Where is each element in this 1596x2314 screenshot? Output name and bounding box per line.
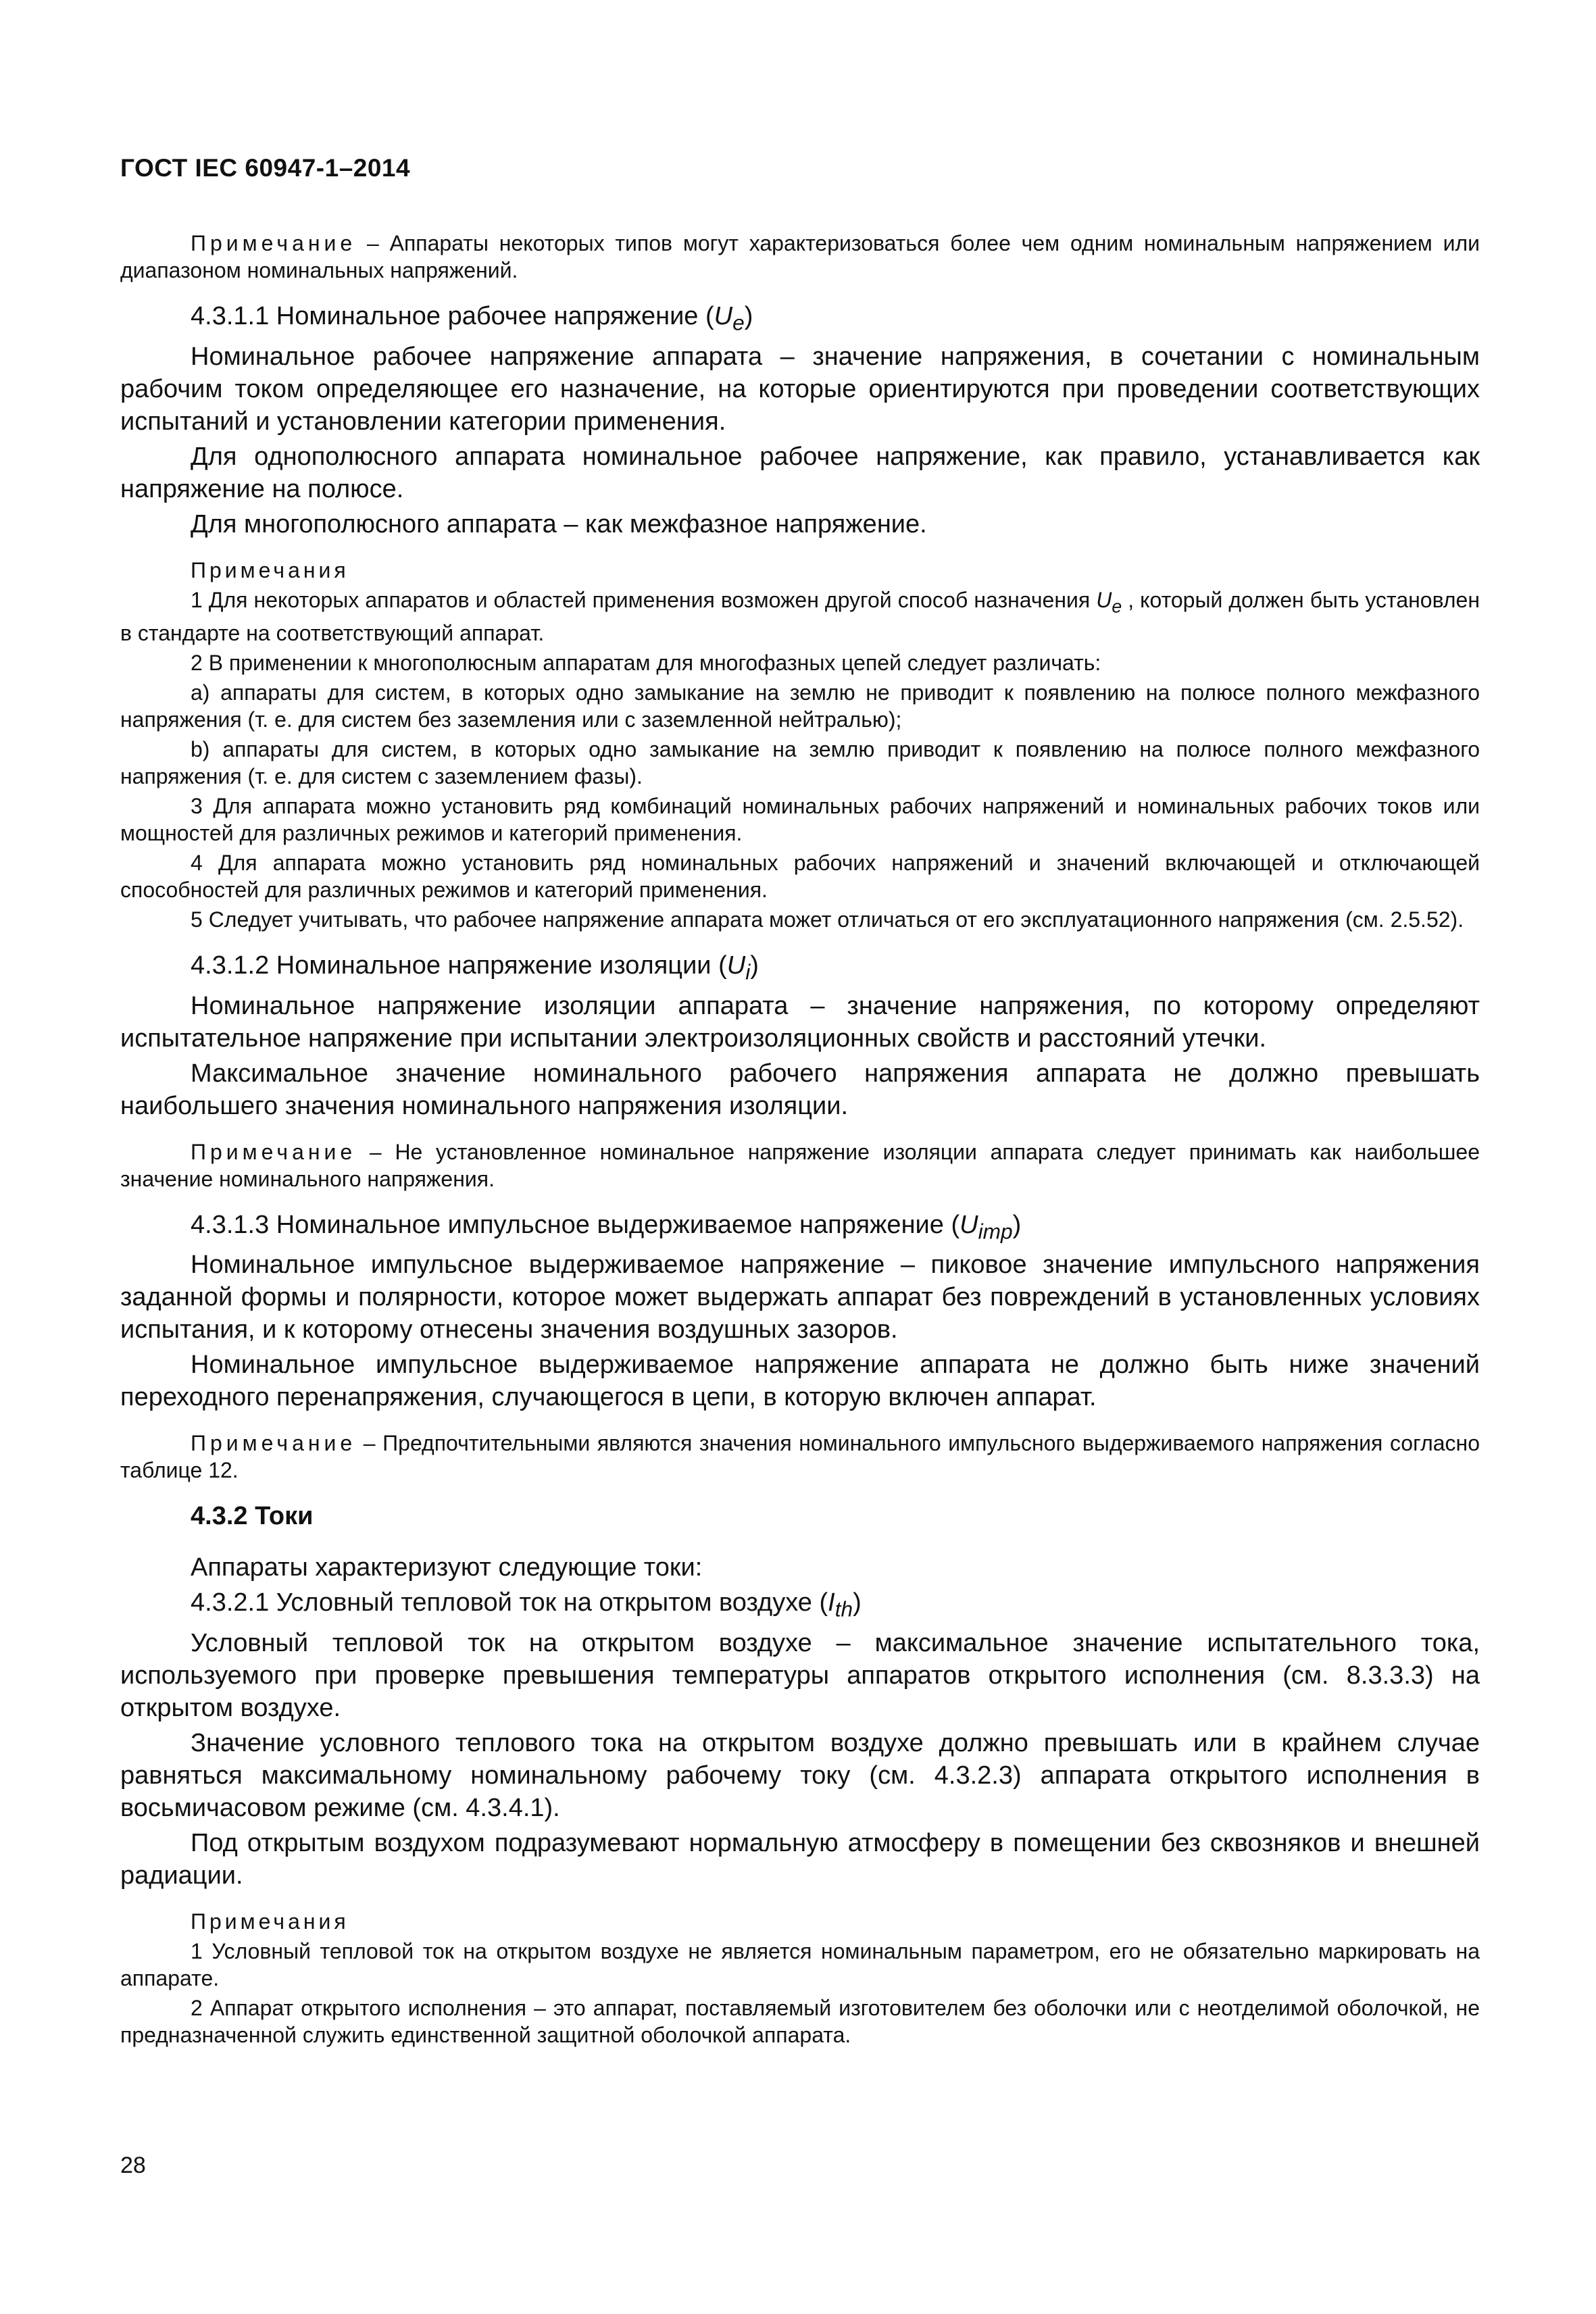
note-item: 2 В применении к многополюсным аппаратам для многофазных цепей следует различать: xyxy=(191,650,1101,675)
note-dash: – xyxy=(356,1431,383,1456)
note xyxy=(120,1138,1480,1192)
paragraph: Аппараты характеризуют следующие токи: xyxy=(191,1553,703,1582)
section-heading-4-3-2: 4.3.2 Токи xyxy=(191,1502,314,1531)
note-label: Примечание xyxy=(191,231,357,255)
clause-heading-4-3-2-1: 4.3.2.1 Условный тепловой ток на открытом воздухе $(I_{th})$ xyxy=(191,1588,862,1621)
page-number: 28 xyxy=(120,2153,146,2178)
note-text: Предпочтительными являются значения номинального импульсного выдерживаемого напряжения согласно таблице 12. xyxy=(120,1431,1480,1483)
note-text: Не установленное номинальное напряжение изоляции аппарата следует принимать как наибольшее значение номинального напряжения. xyxy=(120,1139,1480,1191)
paragraph: Номинальное импульсное выдерживаемое напряжение – пиковое значение импульсного напряжения заданной формы и полярности, которое может выдержать аппарат без повреждений в установленных условиях испытания, и к которому отнесены значения воздушных зазоров. xyxy=(120,1251,1480,1344)
notes-heading: Примечания xyxy=(191,1909,349,1934)
paragraph: Номинальное импульсное выдерживаемое напряжение аппарата не должно быть ниже значений переходного перенапряжения, случающегося в цепи, в которую включен аппарат. xyxy=(120,1351,1480,1412)
clause-heading-4-3-1-2: 4.3.1.2 Номинальное напряжение изоляции $(U_i)$ xyxy=(191,951,759,984)
symbol-subscript: i xyxy=(745,959,751,984)
note-item: 5 Следует учитывать, что рабочее напряжение аппарата может отличаться от его эксплуатационного напряжения (см. 2.5.52). xyxy=(191,907,1464,932)
note-item: 1 Условный тепловой ток на открытом воздухе не является номинальным параметром, его не обязательно маркировать на аппарате. xyxy=(120,1938,1480,1990)
clause-heading-4-3-1-3: 4.3.1.3 Номинальное импульсное выдерживаемое напряжение $(U_{imp})$ xyxy=(191,1210,1022,1244)
paragraph: Для однополюсного аппарата номинальное рабочее напряжение, как правило, устанавливается как напряжение на полюсе. xyxy=(120,442,1480,503)
note-dash: – xyxy=(356,1139,395,1164)
paragraph: Условный тепловой ток на открытом воздухе – максимальное значение испытательного тока, используемого при проверке превышения температуры аппаратов открытого исполнения (см. 8.3.3.3) на открытом воздухе. xyxy=(120,1628,1480,1722)
note-label: Примечание xyxy=(191,1431,357,1456)
symbol-subscript: e xyxy=(1112,595,1122,616)
note-item: 1 Для некоторых аппаратов и областей применения возможен другой способ назначения $U_e$ , который должен быть установлен в стандарте на соответствующий аппарат. xyxy=(120,587,1480,645)
symbol-subscript: imp xyxy=(978,1219,1013,1244)
note-dash: – xyxy=(356,231,390,255)
symbol-subscript: e xyxy=(732,310,745,335)
symbol: U xyxy=(726,951,746,980)
symbol: U xyxy=(714,302,733,330)
note-item: b) аппараты для систем, в которых одно замыкание на землю приводит к появлению на полюсе полного межфазного напряжения (т. е. для систем с заземлением фазы). xyxy=(120,736,1480,788)
paragraph: Для многополюсного аппарата – как межфазное напряжение. xyxy=(191,509,927,538)
notes-heading: Примечания xyxy=(191,557,349,582)
symbol: I xyxy=(828,1588,835,1617)
symbol: U xyxy=(959,1210,978,1239)
paragraph: Максимальное значение номинального рабочего напряжения аппарата не должно превышать наибольшего значения номинального напряжения изоляции. xyxy=(120,1059,1480,1120)
note xyxy=(120,1430,1480,1484)
note-text: Аппараты некоторых типов могут характеризоваться более чем одним номинальным напряжением или диапазоном номинальных напряжений. xyxy=(120,231,1480,282)
clause-heading-4-3-1-1: 4.3.1.1 Номинальное рабочее напряжение $(U_e)$ xyxy=(191,302,753,335)
symbol: U xyxy=(1096,587,1112,612)
paragraph: Под открытым воздухом подразумевают нормальную атмосферу в помещении без сквозняков и внешней радиации. xyxy=(120,1828,1480,1890)
note-item: а) аппараты для систем, в которых одно замыкание на землю не приводит к появлению на полюсе полного межфазного напряжения (т. е. для систем без заземления или с заземленной нейтралью); xyxy=(120,680,1480,732)
paragraph: Номинальное напряжение изоляции аппарата – значение напряжения, по которому определяют испытательное напряжение при испытании электроизоляционных свойств и расстояний утечки. xyxy=(120,991,1480,1053)
note-label: Примечание xyxy=(191,1139,357,1164)
document-header: ГОСТ IEC 60947-1–2014 xyxy=(120,154,411,182)
note-item: 3 Для аппарата можно установить ряд комбинаций номинальных рабочих напряжений и номинальных рабочих токов или мощностей для различных режимов и категорий применения. xyxy=(120,793,1480,845)
document-body xyxy=(120,230,1480,2051)
note-item: 2 Аппарат открытого исполнения – это аппарат, поставляемый изготовителем без оболочки или с неотделимой оболочкой, не предназначенной служить единственной защитной оболочкой аппарата. xyxy=(120,1995,1480,2047)
symbol-subscript: th xyxy=(834,1596,853,1621)
note-item: 4 Для аппарата можно установить ряд номинальных рабочих напряжений и значений включающей и отключающей способностей для различных режимов и категорий применения. xyxy=(120,850,1480,902)
note xyxy=(120,230,1480,284)
document-page xyxy=(120,0,1480,2314)
paragraph: Значение условного теплового тока на открытом воздухе должно превышать или в крайнем случае равняться максимальному номинальному рабочему току (см. 4.3.2.3) аппарата открытого исполнения в восьмичасовом режиме (см. 4.3.4.1). xyxy=(120,1728,1480,1822)
paragraph: Номинальное рабочее напряжение аппарата – значение напряжения, в сочетании с номинальным рабочим током определяющее его назначение, на которые ориентируются при проведении соответствующих испытаний и установлении категории применения. xyxy=(120,342,1480,436)
